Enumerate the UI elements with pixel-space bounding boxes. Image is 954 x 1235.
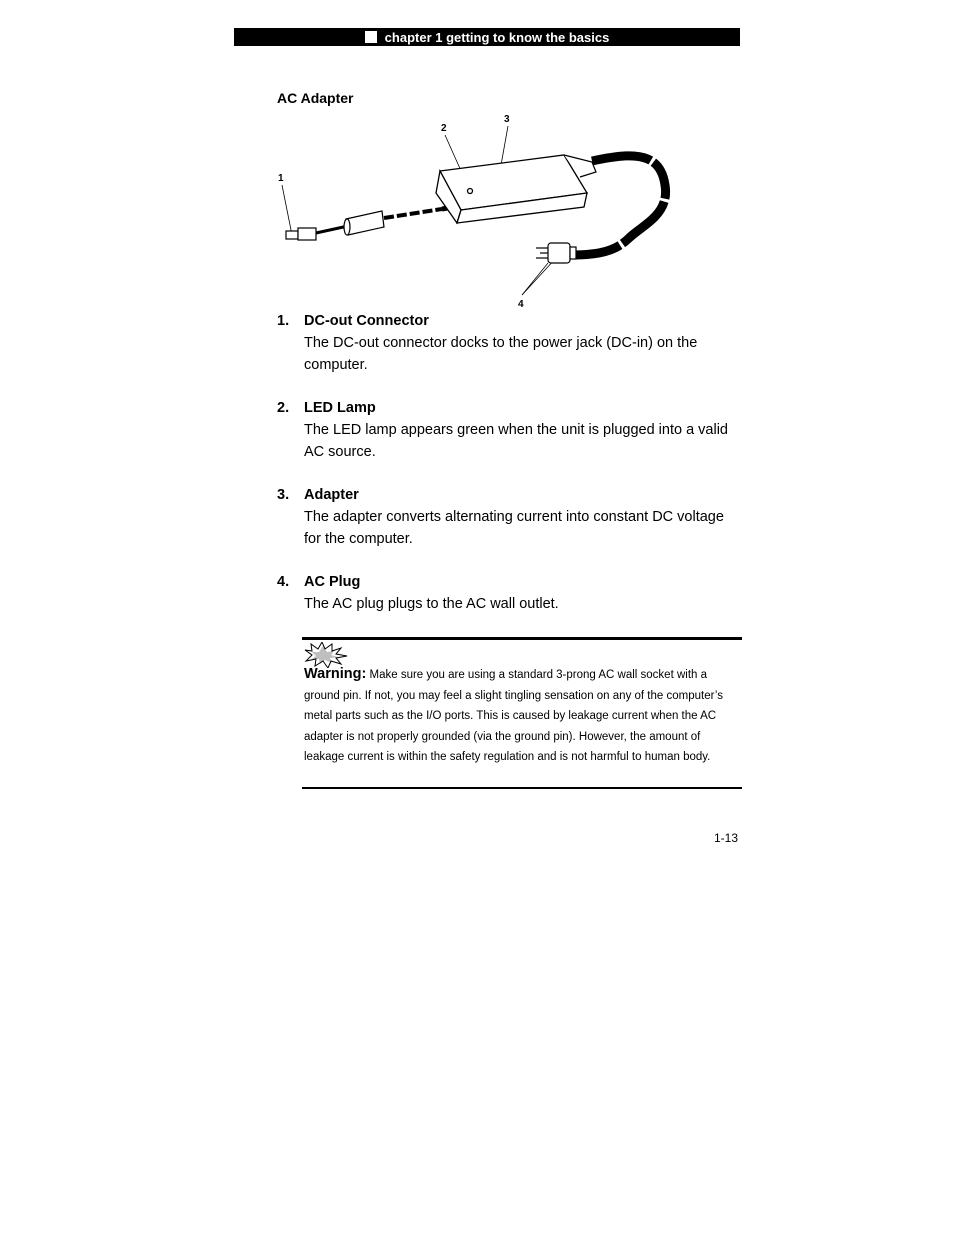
item-dc-out-connector <box>277 310 737 376</box>
item-title: DC-out Connector <box>304 313 429 329</box>
item-number: 2. <box>277 400 290 416</box>
item-ac-plug <box>277 571 737 615</box>
chapter-header-bar <box>234 28 740 46</box>
header-square-icon <box>365 31 377 43</box>
item-description: The DC-out connector docks to the power jack (DC-in) on the computer. <box>304 335 698 373</box>
item-description: The AC plug plugs to the AC wall outlet. <box>304 596 559 612</box>
item-adapter <box>277 484 737 550</box>
callout-label-4: 4 <box>518 299 524 310</box>
callout-label-1: 1 <box>278 173 284 184</box>
item-description: The LED lamp appears green when the unit is plugged into a valid AC source. <box>304 422 728 460</box>
section-title: AC Adapter <box>277 90 354 106</box>
ferrite-core-drawing <box>344 211 384 235</box>
item-title: LED Lamp <box>304 400 376 416</box>
leader-line-1 <box>282 185 292 235</box>
warning-body: Make sure you are using a standard 3-prong AC wall socket with a ground pin. If not, you may feel a slight tingling sensation on any of the computer’s metal parts such as the I/O ports. This is caused by leakage current when the AC adapter is not properly grounded (via the ground pin). However, the amount of leakage current is within the safety regulation and is not harmful to human body. <box>304 669 723 763</box>
warning-box <box>302 637 742 789</box>
dc-out-connector-drawing <box>286 228 316 240</box>
chapter-header-title: chapter 1 getting to know the basics <box>384 29 610 45</box>
item-number: 1. <box>277 313 290 329</box>
item-description: The adapter converts alternating current into constant DC voltage for the computer. <box>304 509 724 547</box>
callout-label-2: 2 <box>441 123 447 134</box>
item-title: Adapter <box>304 487 359 503</box>
item-number: 3. <box>277 487 290 503</box>
leader-line-4b <box>522 263 548 295</box>
item-led-lamp <box>277 397 737 463</box>
page-number: 1-13 <box>714 831 739 845</box>
callout-label-3: 3 <box>504 114 510 125</box>
item-number: 4. <box>277 574 290 590</box>
ac-plug-drawing <box>536 243 576 263</box>
warning-text <box>304 664 742 768</box>
item-title: AC Plug <box>304 574 361 590</box>
ac-adapter-illustration <box>270 105 680 315</box>
warning-label: Warning: <box>304 666 367 682</box>
